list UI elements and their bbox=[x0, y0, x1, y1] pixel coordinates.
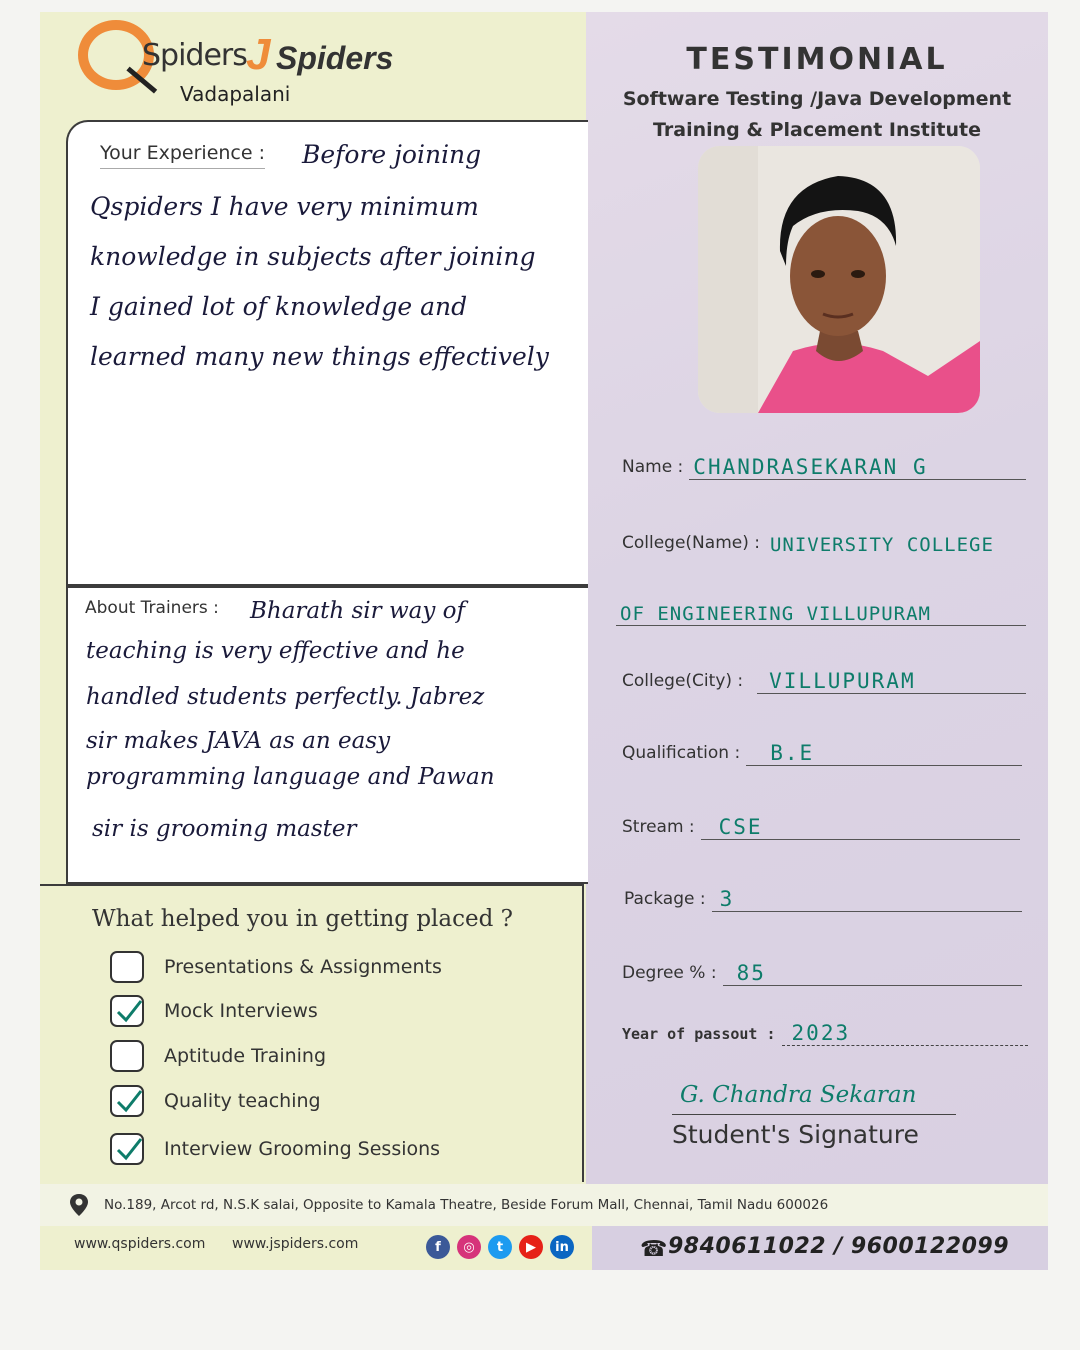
signature-label: Student's Signature bbox=[672, 1120, 919, 1149]
degree-label: Degree % : bbox=[622, 963, 717, 983]
college-name-value: UNIVERSITY COLLEGE bbox=[769, 534, 994, 556]
experience-line: I gained lot of knowledge and bbox=[90, 292, 468, 321]
checkbox-checked-icon[interactable] bbox=[110, 995, 144, 1027]
trainers-line: handled students perfectly. Jabrez bbox=[86, 684, 485, 710]
phone-numbers[interactable]: 9840611022 / 9600122099 bbox=[668, 1234, 1010, 1259]
option-aptitude[interactable] bbox=[110, 1039, 326, 1073]
trainers-line: sir is grooming master bbox=[92, 816, 357, 842]
experience-line: Before joining bbox=[302, 140, 482, 169]
branch-name: Vadapalani bbox=[180, 82, 291, 106]
qspiders-wordmark: Spiders bbox=[142, 38, 247, 73]
placement-help-title: What helped you in getting placed ? bbox=[92, 906, 513, 932]
checkbox-unchecked-icon[interactable] bbox=[110, 951, 144, 983]
option-label: Mock Interviews bbox=[164, 1000, 318, 1022]
degree-value: 85 bbox=[736, 961, 766, 985]
stream-label: Stream : bbox=[622, 817, 695, 837]
trainers-line: programming language and Pawan bbox=[86, 764, 495, 790]
jspiders-wordmark: Spiders bbox=[276, 40, 394, 76]
jspiders-logo-j: J bbox=[246, 30, 271, 79]
option-quality-teaching[interactable] bbox=[110, 1084, 321, 1118]
option-label: Interview Grooming Sessions bbox=[164, 1138, 441, 1160]
student-photo bbox=[698, 146, 980, 413]
linkedin-icon[interactable]: in bbox=[550, 1235, 574, 1259]
address-bar bbox=[40, 1184, 1048, 1226]
option-label: Quality teaching bbox=[164, 1090, 321, 1112]
checkbox-checked-icon[interactable] bbox=[110, 1133, 144, 1165]
student-photo-illustration bbox=[698, 146, 980, 413]
name-field bbox=[622, 452, 1026, 480]
qualification-label: Qualification : bbox=[622, 743, 741, 763]
degree-field bbox=[622, 958, 1022, 986]
experience-label: Your Experience : bbox=[100, 142, 265, 169]
experience-line: learned many new things effectively bbox=[90, 342, 549, 371]
phone-icon: ☎ bbox=[640, 1236, 668, 1261]
college-city-value: VILLUPURAM bbox=[769, 669, 916, 693]
student-signature: G. Chandra Sekaran bbox=[680, 1082, 917, 1108]
college-name-value-2: OF ENGINEERING VILLUPURAM bbox=[620, 603, 931, 625]
trainers-label: About Trainers : bbox=[85, 598, 219, 618]
year-of-passout-field bbox=[622, 1018, 1028, 1046]
college-name-label: College(Name) : bbox=[622, 533, 760, 553]
option-label: Presentations & Assignments bbox=[164, 956, 442, 978]
subtitle-line-2: Training & Placement Institute bbox=[653, 119, 981, 141]
qualification-field bbox=[622, 738, 1022, 766]
college-name-field bbox=[622, 528, 1042, 556]
experience-line: Qspiders I have very minimum bbox=[90, 192, 479, 221]
jspiders-website-link[interactable]: www.jspiders.com bbox=[232, 1236, 359, 1252]
option-label: Aptitude Training bbox=[164, 1045, 327, 1067]
trainers-line: Bharath sir way of bbox=[250, 598, 466, 624]
checkbox-unchecked-icon[interactable] bbox=[110, 1040, 144, 1072]
stream-value: CSE bbox=[718, 815, 763, 839]
youtube-icon[interactable]: ▶ bbox=[519, 1235, 543, 1259]
package-field bbox=[624, 884, 1022, 912]
instagram-icon[interactable]: ◎ bbox=[457, 1235, 481, 1259]
option-mock-interviews[interactable] bbox=[110, 994, 318, 1028]
option-presentations[interactable] bbox=[110, 950, 442, 984]
stream-field bbox=[622, 812, 1020, 840]
qspiders-website-link[interactable]: www.qspiders.com bbox=[74, 1236, 206, 1252]
twitter-icon[interactable]: t bbox=[488, 1235, 512, 1259]
facebook-icon[interactable]: f bbox=[426, 1235, 450, 1259]
college-city-label: College(City) : bbox=[622, 671, 744, 691]
package-value: 3 bbox=[719, 887, 735, 911]
page-title: TESTIMONIAL bbox=[686, 42, 948, 77]
college-city-field bbox=[622, 666, 1026, 694]
option-interview-grooming[interactable] bbox=[110, 1132, 440, 1166]
qualification-value: B.E bbox=[770, 741, 815, 765]
year-of-passout-value: 2023 bbox=[791, 1021, 851, 1045]
name-label: Name : bbox=[622, 457, 684, 477]
trainers-line: sir makes JAVA as an easy bbox=[86, 728, 391, 754]
package-label: Package : bbox=[624, 889, 706, 909]
year-of-passout-label: Year of passout : bbox=[622, 1025, 776, 1043]
location-pin-icon bbox=[68, 1193, 90, 1217]
subtitle-line-1: Software Testing /Java Development bbox=[622, 88, 1012, 110]
signature-line bbox=[672, 1114, 956, 1115]
college-name-continued bbox=[616, 598, 1026, 626]
experience-line: knowledge in subjects after joining bbox=[90, 242, 536, 271]
trainers-line: teaching is very effective and he bbox=[86, 638, 465, 664]
address-text: No.189, Arcot rd, N.S.K salai, Opposite to Kamala Theatre, Beside Forum Mall, Chennai, Tamil Nadu 600026 bbox=[104, 1197, 829, 1213]
name-value: CHANDRASEKARAN G bbox=[693, 455, 928, 479]
checkbox-checked-icon[interactable] bbox=[110, 1085, 144, 1117]
